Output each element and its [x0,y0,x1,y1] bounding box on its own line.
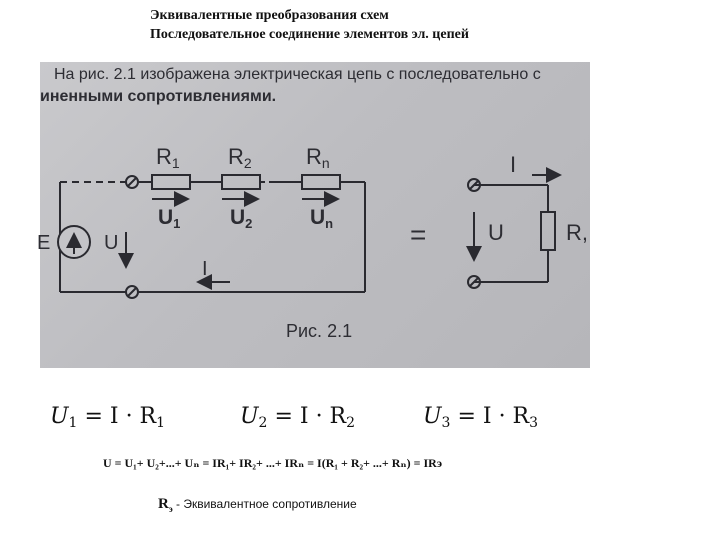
resistor-r2 [222,175,260,189]
label-r-right: R, [566,220,588,245]
equivalent-resistance-definition [158,496,357,514]
formula-u2: $U_2 = I \cdot R_2$ [240,404,356,431]
series-sum-formula: U = U₁+ U₂+...+ Uₙ = IR₁+ IR₂+ ...+ IRₙ = I(R₁ + R₂+ ...+ Rₙ) = IRэ [103,456,443,470]
photo-text-line-1: На рис. 2.1 изображена электрическая цепь с последовательно с [54,66,541,83]
label-i-bottom: I [202,258,208,280]
resistor-r1 [152,175,190,189]
label-i-right: I [510,152,517,177]
circuit-diagram [37,62,590,368]
title-line-2: Последовательное соединение элементов эл. цепей [150,27,469,42]
title-line-1: Эквивалентные преобразования схем [150,8,389,23]
label-u1: U1 [158,206,181,231]
formula-u3: $U_3 = I \cdot R_3$ [423,404,539,431]
figure-caption: Рис. 2.1 [286,321,353,341]
label-u-right: U [488,220,504,245]
photo-text-line-2: иненными сопротивлениями. [40,88,277,105]
label-u2: U2 [230,206,253,231]
resistor-rn [302,175,340,189]
label-e: E [37,232,51,254]
circuit-photo [37,62,590,368]
resistor-eq [541,212,555,250]
label-un: Un [310,206,334,231]
label-u-source: U [104,232,119,254]
label-r2: R2 [228,144,252,171]
label-r1: R1 [156,144,180,171]
definition-text: - Эквивалентное сопротивление [175,497,357,511]
equivalent-resistance-symbol: $R_э$ [158,496,173,514]
label-rn: Rn [306,144,330,171]
formula-u1: $U_1 = I \cdot R_1$ [50,404,166,431]
equals-sign: = [410,219,427,250]
